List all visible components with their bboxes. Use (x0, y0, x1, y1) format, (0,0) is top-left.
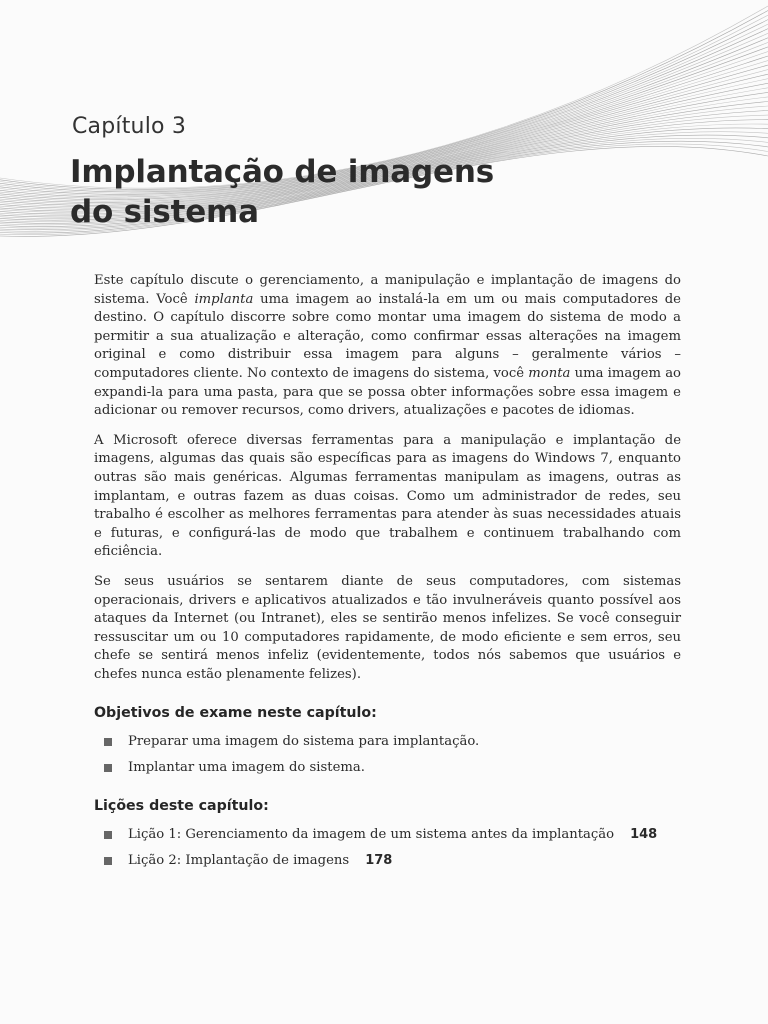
square-bullet-icon (104, 738, 112, 746)
square-bullet-icon (104, 764, 112, 772)
lesson-title: Lição 1: Gerenciamento da imagem de um sistema antes da implantação (128, 826, 615, 842)
list-item (102, 851, 681, 870)
objectives-list (94, 732, 681, 777)
intro-paragraph-1: Este capítulo discute o gerenciamento, a manipulação e implantação de imagens do sistema. Você implanta uma imagem ao instalá-la em um ou mais computadores de destino. O capítulo discorre sobre como montar uma imagem do sistema de modo a permitir a sua atualização e alteração, como confirmar essas alterações na imagem original e como distribuir essa imagem para alguns – geralmente vários – computadores cliente. No contexto de imagens do sistema, você monta uma imagem ao expandi-la para uma pasta, para que se possa obter informações sobre essa imagem e adicionar ou remover recursos, como drivers, atualizações e pacotes de idiomas. (94, 273, 681, 419)
list-item: Implantar uma imagem do sistema. (102, 758, 681, 777)
objectives-heading: Objetivos de exame neste capítulo: (94, 705, 377, 722)
chapter-title-line-1: Implantação de imagens (70, 154, 494, 190)
list-item: Preparar uma imagem do sistema para implantação. (102, 732, 681, 751)
square-bullet-icon (104, 831, 112, 839)
emphasis-monta: monta (528, 365, 571, 381)
chapter-number: Capítulo 3 (72, 114, 187, 139)
intro-paragraph-3: Se seus usuários se sentarem diante de seus computadores, com sistemas operacionais, drivers e aplicativos atualizados e tão invulneráveis quanto possível aos ataques da Internet (ou Intranet), eles se sentirão menos infelizes. Se você conseguir ressuscitar um ou 10 computadores rapidamente, de modo eficiente e sem erros, seu chefe se sentirá menos infeliz (evidentemente, todos nós sabemos que usuários e chefes nunca estão plenamente felizes). (94, 573, 681, 682)
lessons-list (94, 825, 681, 870)
chapter-title (70, 152, 494, 232)
emphasis-implanta: implanta (194, 291, 254, 307)
lessons-heading: Lições deste capítulo: (94, 798, 269, 815)
square-bullet-icon (104, 857, 112, 865)
chapter-title-line-2: do sistema (70, 194, 259, 230)
lesson-page-number: 178 (365, 852, 393, 868)
lesson-title: Lição 2: Implantação de imagens (128, 852, 350, 868)
intro-paragraph-2: A Microsoft oferece diversas ferramentas para a manipulação e implantação de imagens, algumas das quais são específicas para as imagens do Windows 7, enquanto outras são mais genéricas. Algumas ferramentas manipulam as imagens, outras as implantam, e outras fazem as duas coisas. Como um administrador de redes, seu trabalho é escolher as melhores ferramentas para atender às suas necessidades atuais e futuras, e configurá-las de modo que trabalhem e continuem trabalhando com eficiência. (94, 432, 681, 560)
list-item (102, 825, 681, 844)
chapter-body (94, 272, 681, 877)
lesson-page-number: 148 (630, 826, 658, 842)
